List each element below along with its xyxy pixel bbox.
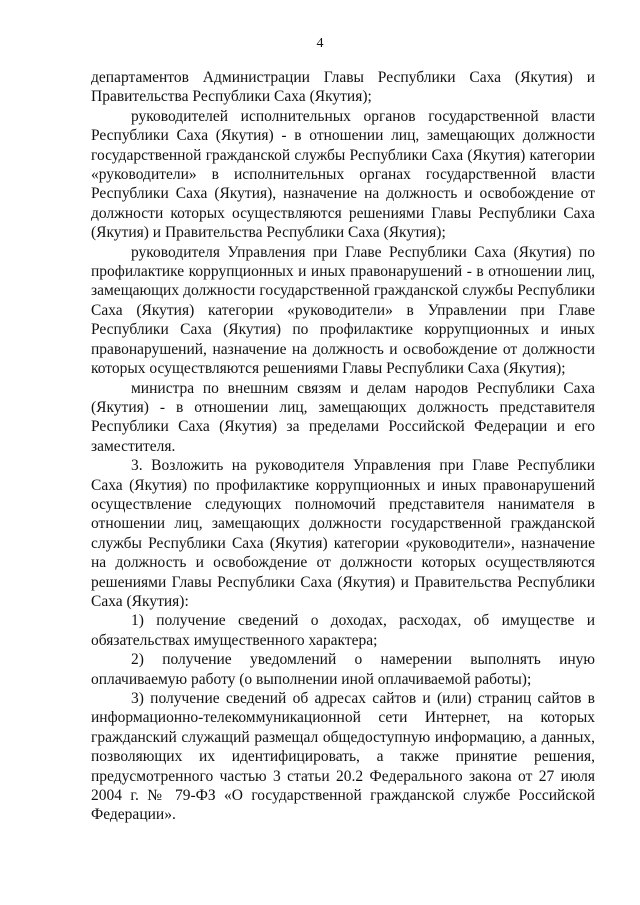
- page-number: 4: [316, 36, 324, 51]
- list-item-3: 3) получение сведений об адресах сайтов и (или) страниц сайтов в информационно-телекоммуникационной сети Интернет, на которых гражданский служащий размещал общедоступную информацию, а данных, позволяющих их идентифицировать, а также принятие решения, предусмотренного частью 3 статьи 20.2 Федерального закона от 27 июля 2004 г. № 79-ФЗ «О государственной гражданской службе Российской Федерации».: [91, 690, 595, 824]
- list-item-1: 1) получение сведений о доходах, расходах, об имуществе и обязательствах имущественного характера;: [91, 612, 595, 649]
- document-body: [91, 68, 595, 825]
- paragraph-departments-continuation: департаментов Администрации Главы Республики Саха (Якутия) и Правительства Республики Саха (Якутия);: [91, 69, 595, 106]
- paragraph-anticorruption-head: руководителя Управления при Главе Республики Саха (Якутия) по профилактике коррупционных и иных правонарушений - в отношении лиц, замещающих должности государственной гражданской службы Республики Саха (Якутия) категории «руководители» в Управлении при Главе Республики Саха (Якутия) по профилактике коррупционных и иных правонарушений, назначение на должность и освобождение от должности которых осуществляются решениями Главы Республики Саха (Якутия);: [91, 243, 595, 378]
- list-item-2: 2) получение уведомлений о намерении выполнять иную оплачиваемую работу (о выполнении иной оплачиваемой работы);: [91, 651, 595, 688]
- paragraph-executive-heads: руководителей исполнительных органов государственной власти Республики Саха (Якутия) - в отношении лиц, замещающих должности государственной гражданской службы Республики Саха (Якутия) категории «руководители» в исполнительных органах государственной власти Республики Саха (Якутия), назначение на должность и освобождение от должности которых осуществляются решениями Главы Республики Саха (Якутия) и Правительства Республики Саха (Якутия);: [91, 107, 595, 242]
- paragraph-item-3: 3. Возложить на руководителя Управления при Главе Республики Саха (Якутия) по профилактике коррупционных и иных правонарушений осуществление следующих полномочий представителя нанимателя в отношении лиц, замещающих должности государственной гражданской службы Республики Саха (Якутия) категории «руководители», назначение на должность и освобождение от должности которых осуществляются решениями Главы Республики Саха (Якутия) и Правительства Республики Саха (Якутия):: [91, 457, 595, 610]
- paragraph-foreign-relations-minister: министра по внешним связям и делам народов Республики Саха (Якутия) - в отношении лиц, замещающих должность представителя Республики Саха (Якутия) за пределами Российской Федерации и его заместителя.: [91, 379, 595, 455]
